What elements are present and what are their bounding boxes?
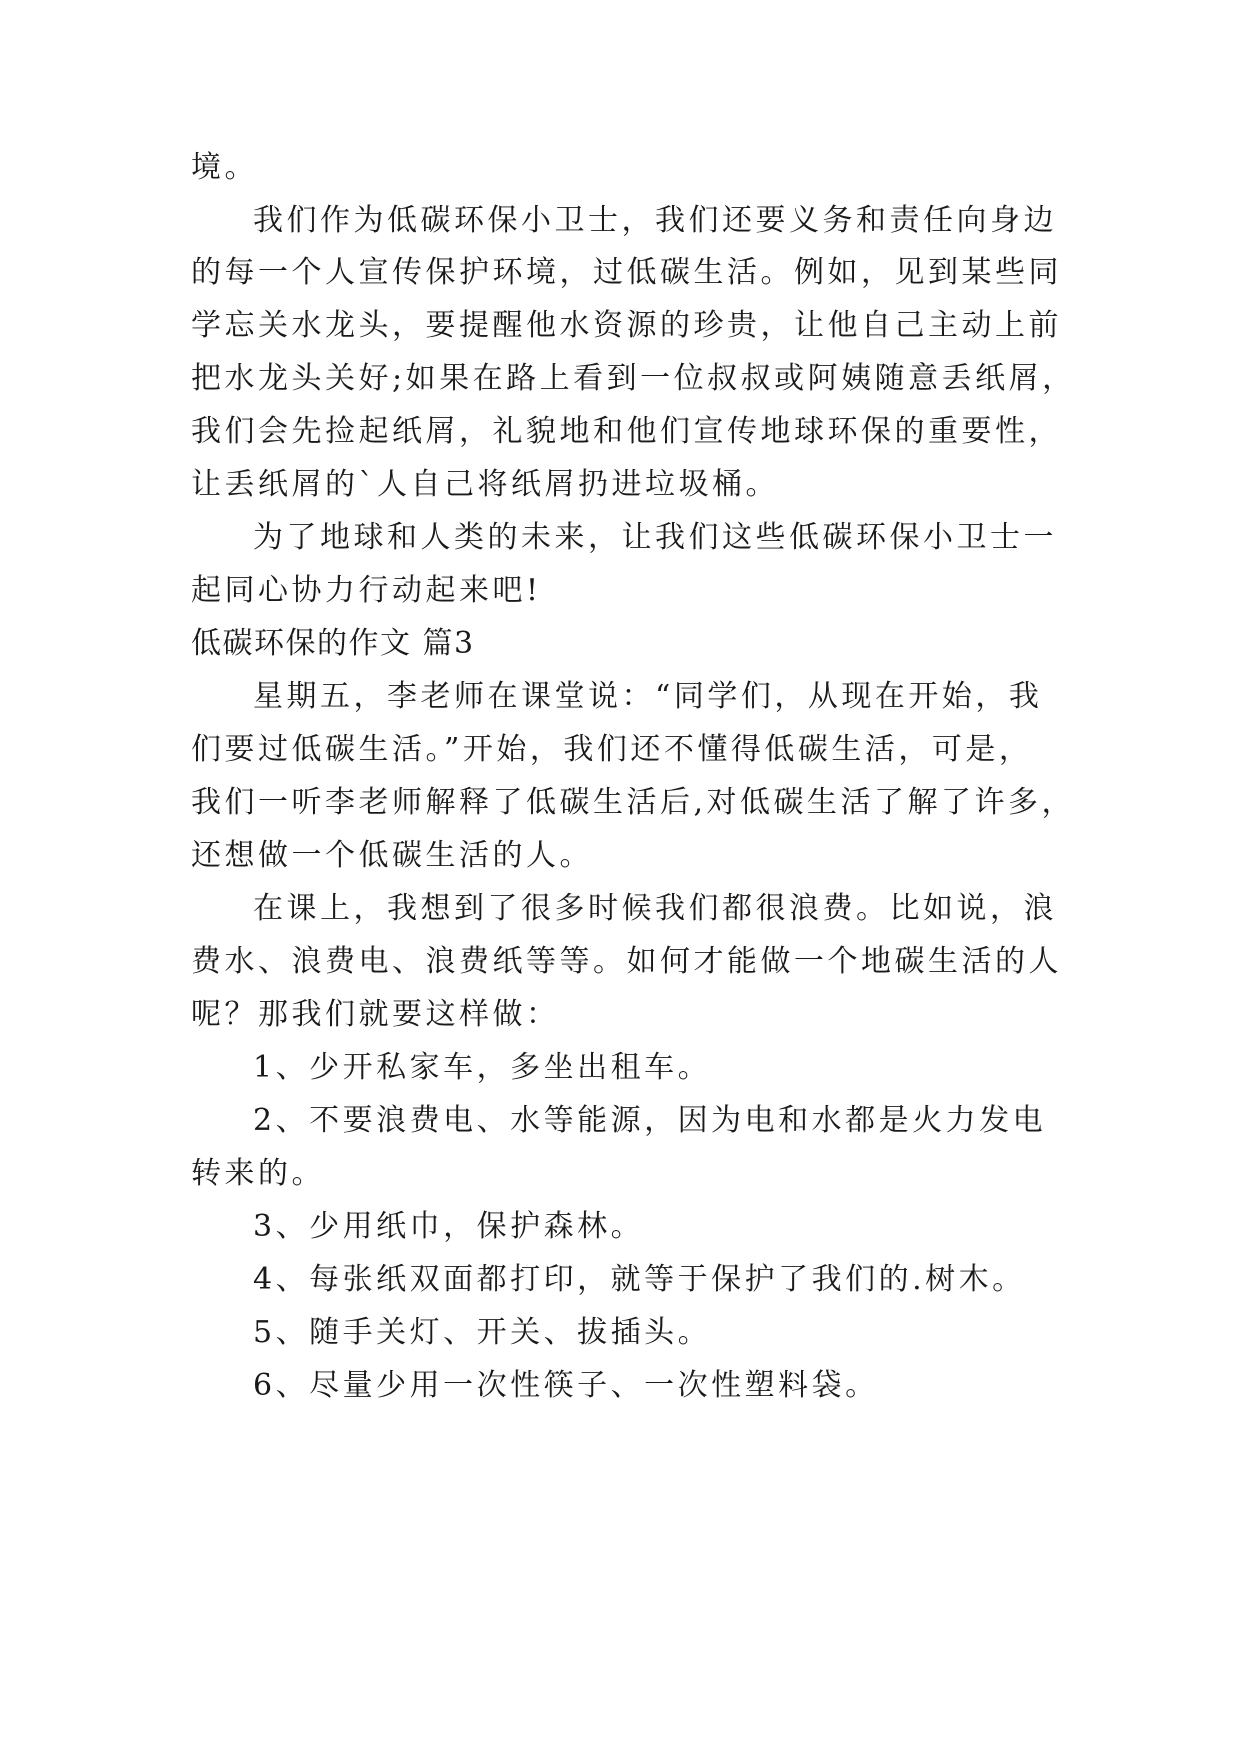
paragraph-start: 在课上，我想到了很多时候我们都很浪费。比如说，浪 bbox=[253, 891, 1057, 926]
text-line: 学忘关水龙头，要提醒他水资源的珍贵，让他自己主动上前 bbox=[191, 308, 1062, 343]
text-line: 还想做一个低碳生活的人。 bbox=[191, 838, 593, 873]
text-line: 呢？那我们就要这样做： bbox=[191, 997, 560, 1032]
text-line: 费水、浪费电、浪费纸等等。如何才能做一个地碳生活的人 bbox=[191, 944, 1062, 979]
list-item: 1、少开私家车，多坐出租车。 bbox=[253, 1050, 712, 1085]
text-line: 境。 bbox=[191, 150, 258, 185]
list-item: 6、尽量少用一次性筷子、一次性塑料袋。 bbox=[253, 1368, 879, 1403]
text-line: 我们一听李老师解释了低碳生活后,对低碳生活了解了许多， bbox=[191, 785, 1076, 820]
text-line: 我们会先捡起纸屑，礼貌地和他们宣传地球环保的重要性， bbox=[191, 414, 1062, 449]
text-line: 转来的。 bbox=[191, 1156, 325, 1191]
text-line: 的每一个人宣传保护环境，过低碳生活。例如，见到某些同 bbox=[191, 255, 1062, 290]
list-item: 4、每张纸双面都打印，就等于保护了我们的.树木。 bbox=[253, 1262, 1026, 1297]
list-item: 5、随手关灯、开关、拔插头。 bbox=[253, 1315, 712, 1350]
text-line: 让丢纸屑的`人自己将纸屑扔进垃圾桶。 bbox=[191, 467, 779, 502]
paragraph-start: 我们作为低碳环保小卫士，我们还要义务和责任向身边 bbox=[253, 203, 1057, 238]
text-line: 把水龙头关好;如果在路上看到一位叔叔或阿姨随意丢纸屑， bbox=[191, 361, 1076, 396]
paragraph-start: 为了地球和人类的未来，让我们这些低碳环保小卫士一 bbox=[253, 520, 1057, 555]
paragraph-start: 星期五，李老师在课堂说：“同学们，从现在开始，我 bbox=[253, 679, 1043, 714]
list-item: 3、少用纸巾，保护森林。 bbox=[253, 1209, 645, 1244]
list-item: 2、不要浪费电、水等能源，因为电和水都是火力发电 bbox=[253, 1103, 1047, 1138]
section-heading: 低碳环保的作文 篇3 bbox=[191, 626, 475, 661]
text-line: 起同心协力行动起来吧! bbox=[191, 573, 542, 608]
text-line: 们要过低碳生活。”开始，我们还不懂得低碳生活，可是， bbox=[191, 732, 1033, 767]
